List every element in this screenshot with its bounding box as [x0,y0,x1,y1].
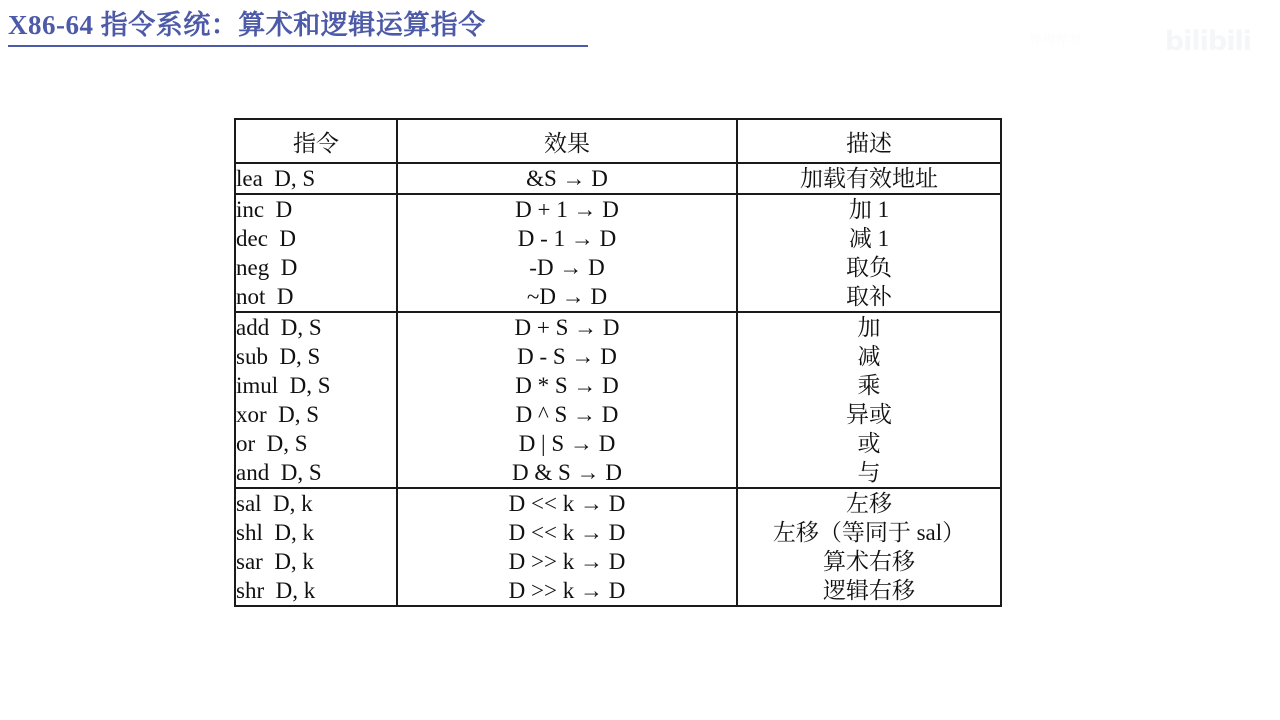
instruction-cell-line: dec D [236,226,297,251]
instruction-cell-line: neg D [236,255,298,280]
effect-cell-line: D + S → D [514,315,620,340]
effect-cell-line: D + 1 → D [515,197,619,222]
instruction-table [234,118,1002,607]
description-cell [737,488,1001,606]
instruction-cell-line: not D [236,284,294,309]
description-cell-line: 加 1 [848,197,890,222]
description-cell-line: 左移 [846,491,892,516]
column-header-effect: 效果 [397,119,737,163]
table-row [235,488,1001,606]
instruction-cell-line: inc D [236,197,293,222]
instruction-cell [235,194,397,312]
description-cell-line: 异或 [846,402,892,427]
effect-cell [397,488,737,606]
table-body [235,163,1001,606]
description-cell-line: 加 [857,315,881,340]
effect-cell [397,163,737,194]
effect-cell-line: D - S → D [517,344,617,369]
effect-cell [397,312,737,488]
description-cell-line: 减 [857,344,881,369]
watermark-brand-text: bilibili [1164,26,1251,57]
table-header-row [235,119,1001,163]
description-cell [737,312,1001,488]
column-header-description: 描述 [737,119,1001,163]
table-row [235,163,1001,194]
description-cell-line: 左移（等同于 sal） [772,520,966,545]
effect-cell-line: D * S → D [515,373,619,398]
effect-cell-line: D - 1 → D [517,226,617,251]
instruction-cell-line: sar D, k [236,549,314,574]
description-cell-line: 取补 [846,284,892,309]
effect-cell-line: -D → D [529,255,605,280]
instruction-cell-line: shl D, k [236,520,314,545]
effect-cell [397,194,737,312]
effect-cell-line: D ^ S → D [515,402,619,427]
instruction-cell-line: lea D, S [236,166,316,191]
effect-cell-line: D << k → D [508,491,626,516]
description-cell-line: 加载有效地址 [800,166,938,191]
effect-cell-line: &S → D [526,166,608,191]
description-cell-line: 与 [857,460,881,485]
description-cell-line: 算术右移 [823,549,915,574]
instruction-cell-line: and D, S [236,460,322,485]
instruction-cell [235,312,397,488]
instruction-cell-line: shr D, k [236,578,316,603]
instruction-cell-line: imul D, S [236,373,331,398]
effect-cell-line: D >> k → D [508,578,626,603]
instruction-cell-line: sal D, k [236,491,313,516]
effect-cell-line: ~D → D [526,284,608,309]
description-cell [737,194,1001,312]
effect-cell-line: D | S → D [518,431,616,456]
instruction-cell [235,163,397,194]
instruction-cell-line: sub D, S [236,344,321,369]
description-cell-line: 乘 [857,373,881,398]
watermark-secondary-text: 哔哩哔哩 [1030,32,1083,46]
description-cell-line: 逻辑右移 [823,578,915,603]
description-cell-line: 减 1 [848,226,890,251]
effect-cell-line: D & S → D [512,460,622,485]
instruction-cell-line: add D, S [236,315,322,340]
table-row [235,312,1001,488]
title-underline [8,45,588,47]
description-cell [737,163,1001,194]
watermark [1030,22,1255,66]
instruction-cell [235,488,397,606]
page-title: X86-64 指令系统：算术和逻辑运算指令 [8,10,486,40]
instruction-cell-line: xor D, S [236,402,320,427]
description-cell-line: 取负 [846,255,892,280]
effect-cell-line: D >> k → D [508,549,626,574]
effect-cell-line: D << k → D [508,520,626,545]
table-row [235,194,1001,312]
description-cell-line: 或 [857,431,881,456]
instruction-cell-line: or D, S [236,431,308,456]
column-header-instruction: 指令 [235,119,397,163]
